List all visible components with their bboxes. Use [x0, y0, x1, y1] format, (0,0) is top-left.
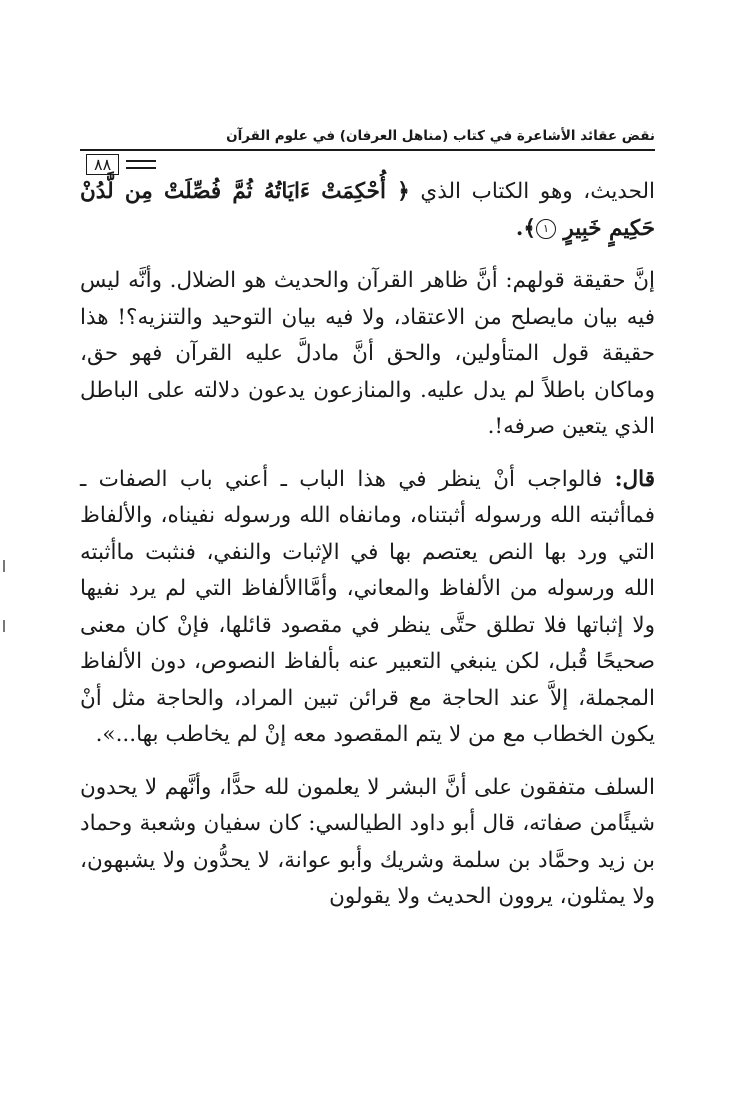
quran-close: ﴾.	[515, 215, 536, 241]
quran-verse: ﴿ أُحْكِمَتْ ءَايَاتُهُ ثُمَّ فُصِّلَتْ مِن لَّدُنْ حَكِيمٍ خَبِيرٍ	[80, 179, 655, 241]
paragraph-3	[80, 462, 655, 754]
paragraph-2: إنَّ حقيقة قولهم: أنَّ ظاهر القرآن والحديث هو الضلال. وأنَّه ليس فيه بيان مايصلح من الاعتقاد، ولا فيه بيان التوحيد والتنزيه؟! هذا حقيقة قول المتأولين، والحق أنَّ مادلَّ عليه القرآن فهو حق، وماكان باطلاً لم يدل عليه. والمنازعون يدعون دلالته على الباطل الذي يتعين صرفه!.	[80, 268, 655, 439]
paragraph-4: السلف متفقون على أنَّ البشر لا يعلمون لله حدًّا، وأنَّهم لا يحدون شيئًامن صفاته، قال أبو داود الطيالسي: كان سفيان وشعبة وحماد بن زيد وحمَّاد بن سلمة وشريك وأبو عوانة، لا يحدُّون ولا يشبهون، ولا يمثلون، يروون الحديث ولا يقولون	[80, 774, 655, 909]
margin-mark	[3, 620, 5, 632]
margin-mark	[3, 560, 5, 572]
verse-number-marker: ١	[536, 219, 556, 239]
quran-lead-in: الحديث، وهو الكتاب الذي	[409, 179, 655, 204]
qal-label: قال:	[614, 466, 655, 492]
header-rule	[80, 149, 655, 151]
paragraph-3-text: فالواجب أنْ ينظر في هذا الباب ـ أعني باب الصفات ـ فماأثبته الله ورسوله أثبتناه، ومانفاه الله ورسوله نفيناه، والألفاظ التي ورد بها النص يعتصم بها في الإثبات والنفي، فنثبت ماأثبته الله ورسوله من الألفاظ والمعاني، وأمَّاالألفاظ التي لم يرد نفيها ولا إثباتها فلا تطلق حتَّى ينظر في مقصود قائلها، فإنْ كان معنى صحيحًا قُبل، لكن ينبغي التعبير عنه بألفاظ النصوص، دون الألفاظ المجملة، إلاَّ عند الحاجة مع قرائن تبين المراد، والحاجة مثل أنْ يكون الخطاب مع من لا يتم المقصود معه إنْ لم يخاطب بها...».	[80, 466, 655, 747]
paragraph-quran-citation	[80, 174, 655, 247]
page-header	[80, 128, 655, 174]
page-number: ٨٨	[86, 154, 119, 175]
running-book-title: نقض عقائد الأشاعرة في كتاب (مناهل العرفان) في علوم القرآن	[226, 128, 655, 144]
page-number-ornament	[126, 160, 156, 174]
page-body	[80, 174, 655, 916]
